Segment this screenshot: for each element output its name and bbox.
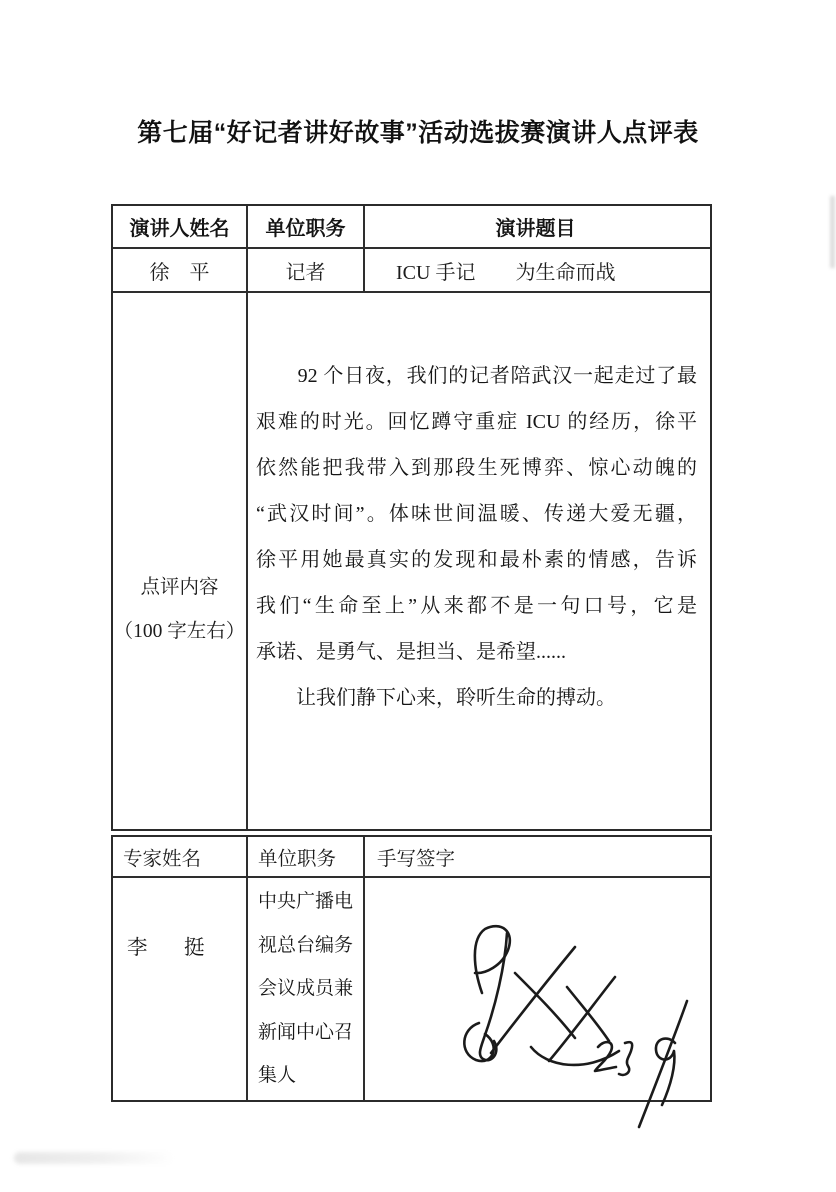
- expert-position-line: 中央广播电: [258, 891, 354, 912]
- signature-stroke: [480, 933, 507, 1060]
- comment-line: “武汉时间”。体味世间温暖、传递大爱无疆，: [256, 503, 697, 525]
- comment-line: 徐平用她最真实的发现和最朴素的情感，告诉: [256, 549, 697, 571]
- table-divider: [246, 206, 248, 829]
- signature-scrawl: [435, 895, 720, 1145]
- header-unit-position: 单位职务: [265, 218, 346, 240]
- comment-line: 承诺、是勇气、是担当、是希望......: [256, 641, 566, 663]
- header-speech-topic: 演讲题目: [495, 218, 576, 240]
- comment-line: 我们“生命至上”从来都不是一句口号，它是: [256, 595, 697, 617]
- signature-date-stroke: [656, 1039, 675, 1105]
- expert-position-value: [248, 878, 363, 1100]
- speaker-table: [111, 204, 712, 831]
- comment-label-line1: 点评内容: [140, 577, 219, 598]
- header-speaker-name: 演讲人姓名: [129, 218, 230, 240]
- comment-line: 92 个日夜，我们的记者陪武汉一起走过了最: [256, 365, 697, 387]
- speaker-name-value: 徐 平: [149, 261, 210, 284]
- comment-line: 艰难的时光。回忆蹲守重症 ICU 的经历，徐平: [256, 411, 697, 433]
- table-divider: [113, 291, 710, 293]
- signature-date-stroke: [639, 1001, 687, 1127]
- header-expert-unit-position: 单位职务: [258, 848, 337, 870]
- scan-streak: [830, 196, 835, 268]
- speech-topic-value: ICU 手记 为生命而战: [396, 261, 616, 284]
- speaker-position-value: 记者: [285, 261, 326, 284]
- signature-stroke: [531, 1047, 619, 1065]
- expert-position-line: 集人: [258, 1065, 297, 1086]
- header-handwritten-signature: 手写签字: [377, 848, 456, 870]
- scan-smudge: [14, 1152, 174, 1164]
- signature-date-stroke: [619, 1042, 632, 1075]
- comment-line: 让我们静下心来，聆听生命的搏动。: [256, 687, 616, 709]
- comment-label-line2: （100 字左右）: [113, 621, 246, 642]
- expert-position-line: 会议成员兼: [258, 978, 354, 999]
- header-expert-name: 专家姓名: [123, 848, 202, 870]
- comment-label: [113, 566, 246, 654]
- expert-position-line: 新闻中心召: [258, 1021, 354, 1043]
- comment-paragraph: [256, 353, 697, 721]
- expert-position-line: 视总台编务: [258, 934, 354, 956]
- comment-line: 依然能把我带入到那段生死博弈、惊心动魄的: [256, 457, 697, 479]
- expert-name-value: 李 挺: [127, 937, 213, 959]
- page-title: 第七届“好记者讲好故事”活动选拔赛演讲人点评表: [137, 119, 699, 147]
- signature-date-stroke: [595, 1042, 616, 1071]
